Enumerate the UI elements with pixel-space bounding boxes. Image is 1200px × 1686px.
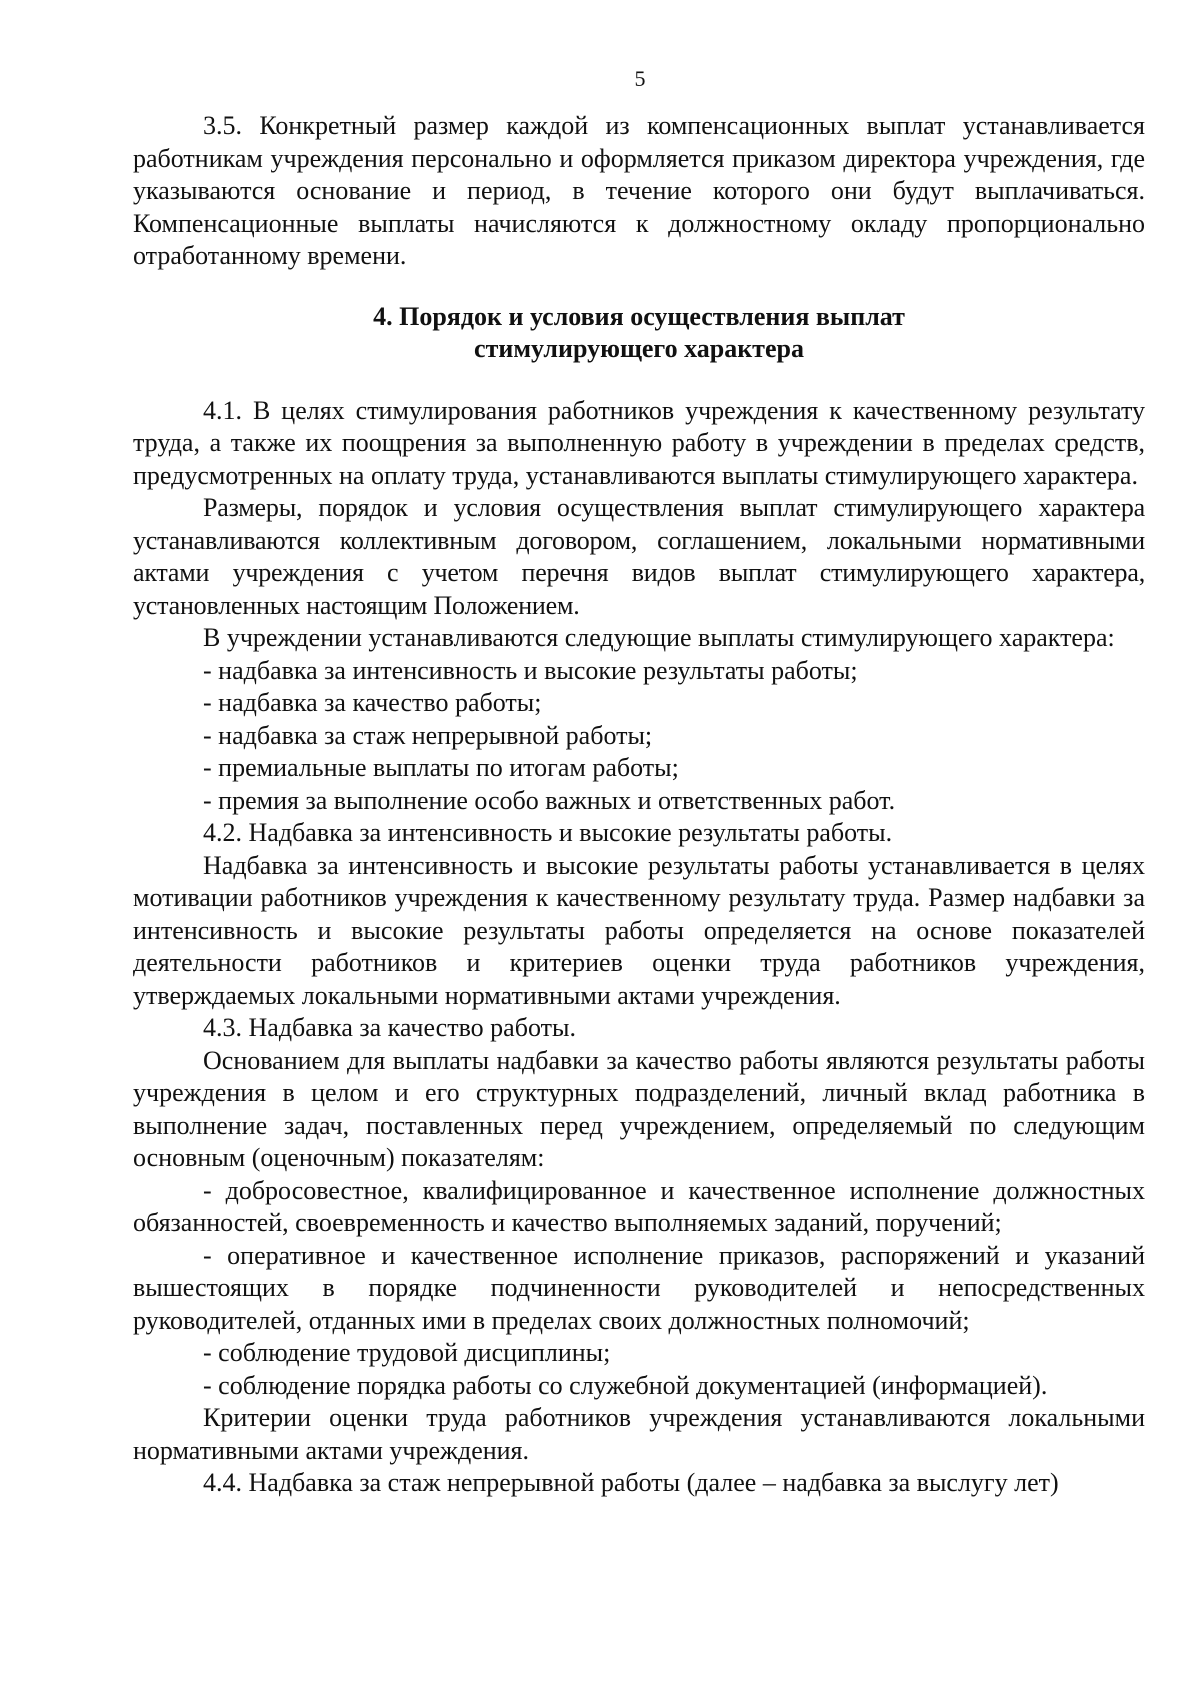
criteria-item-1: - добросовестное, квалифицированное и качественное исполнение должностных обязанностей, своевременность и качество выполняемых заданий, поручений;	[133, 1175, 1145, 1237]
paragraph-4-1: 4.1. В целях стимулирования работников учреждения к качественному результату труда, а также их поощрения за выполненную работу в учреждении в пределах средств, предусмотренных на оплату труда, устанавливаются выплаты стимулирующего характера.	[133, 395, 1145, 490]
paragraph-4-1-list-intro: В учреждении устанавливаются следующие выплаты стимулирующего характера:	[203, 623, 1115, 652]
payment-list-item-3: - надбавка за стаж непрерывной работы;	[203, 720, 653, 750]
criteria-item-4: - соблюдение порядка работы со служебной документацией (информацией).	[203, 1370, 1048, 1400]
document-body	[133, 110, 1145, 1500]
section-4-title-line-1: 4. Порядок и условия осуществления выплат	[373, 301, 905, 331]
section-4-title	[133, 301, 1145, 366]
payment-list-item-2: - надбавка за качество работы;	[203, 688, 542, 717]
paragraph-4-2: 4.2. Надбавка за интенсивность и высокие результаты работы.	[203, 818, 893, 847]
section-4-title-line-2: стимулирующего характера	[474, 334, 804, 363]
criteria-item-2: - оперативное и качественное исполнение приказов, распоряжений и указаний вышестоящих в порядке подчиненности руководителей и непосредственных руководителей, отданных ими в пределах своих должностных полномочий;	[133, 1240, 1145, 1335]
criteria-item-3: - соблюдение трудовой дисциплины;	[203, 1338, 611, 1367]
paragraph-3-5: 3.5. Конкретный размер каждой из компенсационных выплат устанавливается работникам учреждения персонально и оформляется приказом директора учреждения, где указываются основание и период, в течение которого они будут выплачиваться. Компенсационные выплаты начисляются к должностному окладу пропорционально отработанному времени.	[133, 111, 1145, 270]
paragraph-4-3: 4.3. Надбавка за качество работы.	[203, 1013, 576, 1042]
payment-list-item-4: - премиальные выплаты по итогам работы;	[203, 753, 679, 782]
payment-list-item-1: - надбавка за интенсивность и высокие результаты работы;	[203, 655, 858, 685]
paragraph-4-1-sizes: Размеры, порядок и условия осуществления выплат стимулирующего характера устанавливаются коллективным договором, соглашением, локальными нормативными актами учреждения с учетом перечня видов выплат стимулирующего характера, установленных настоящим Положением.	[133, 493, 1145, 620]
paragraph-4-3-body: Основанием для выплаты надбавки за качество работы являются результаты работы учреждения в целом и его структурных подразделений, личный вклад работника в выполнение задач, поставленных перед учреждением, определяемый по следующим основным (оценочным) показателям:	[133, 1045, 1145, 1172]
paragraph-4-4: 4.4. Надбавка за стаж непрерывной работы (далее – надбавка за выслугу лет)	[203, 1468, 1059, 1497]
paragraph-4-3-criteria: Критерии оценки труда работников учреждения устанавливаются локальными нормативными актами учреждения.	[133, 1403, 1145, 1465]
payment-list-item-5: - премия за выполнение особо важных и ответственных работ.	[203, 785, 896, 815]
paragraph-4-2-body: Надбавка за интенсивность и высокие результаты работы устанавливается в целях мотивации работников учреждения к качественному результату труда. Размер надбавки за интенсивность и высокие результаты работы определяется на основе показателей деятельности работников и критериев оценки труда работников учреждения, утверждаемых локальными нормативными актами учреждения.	[133, 850, 1145, 1010]
page-number: 5	[634, 66, 646, 91]
